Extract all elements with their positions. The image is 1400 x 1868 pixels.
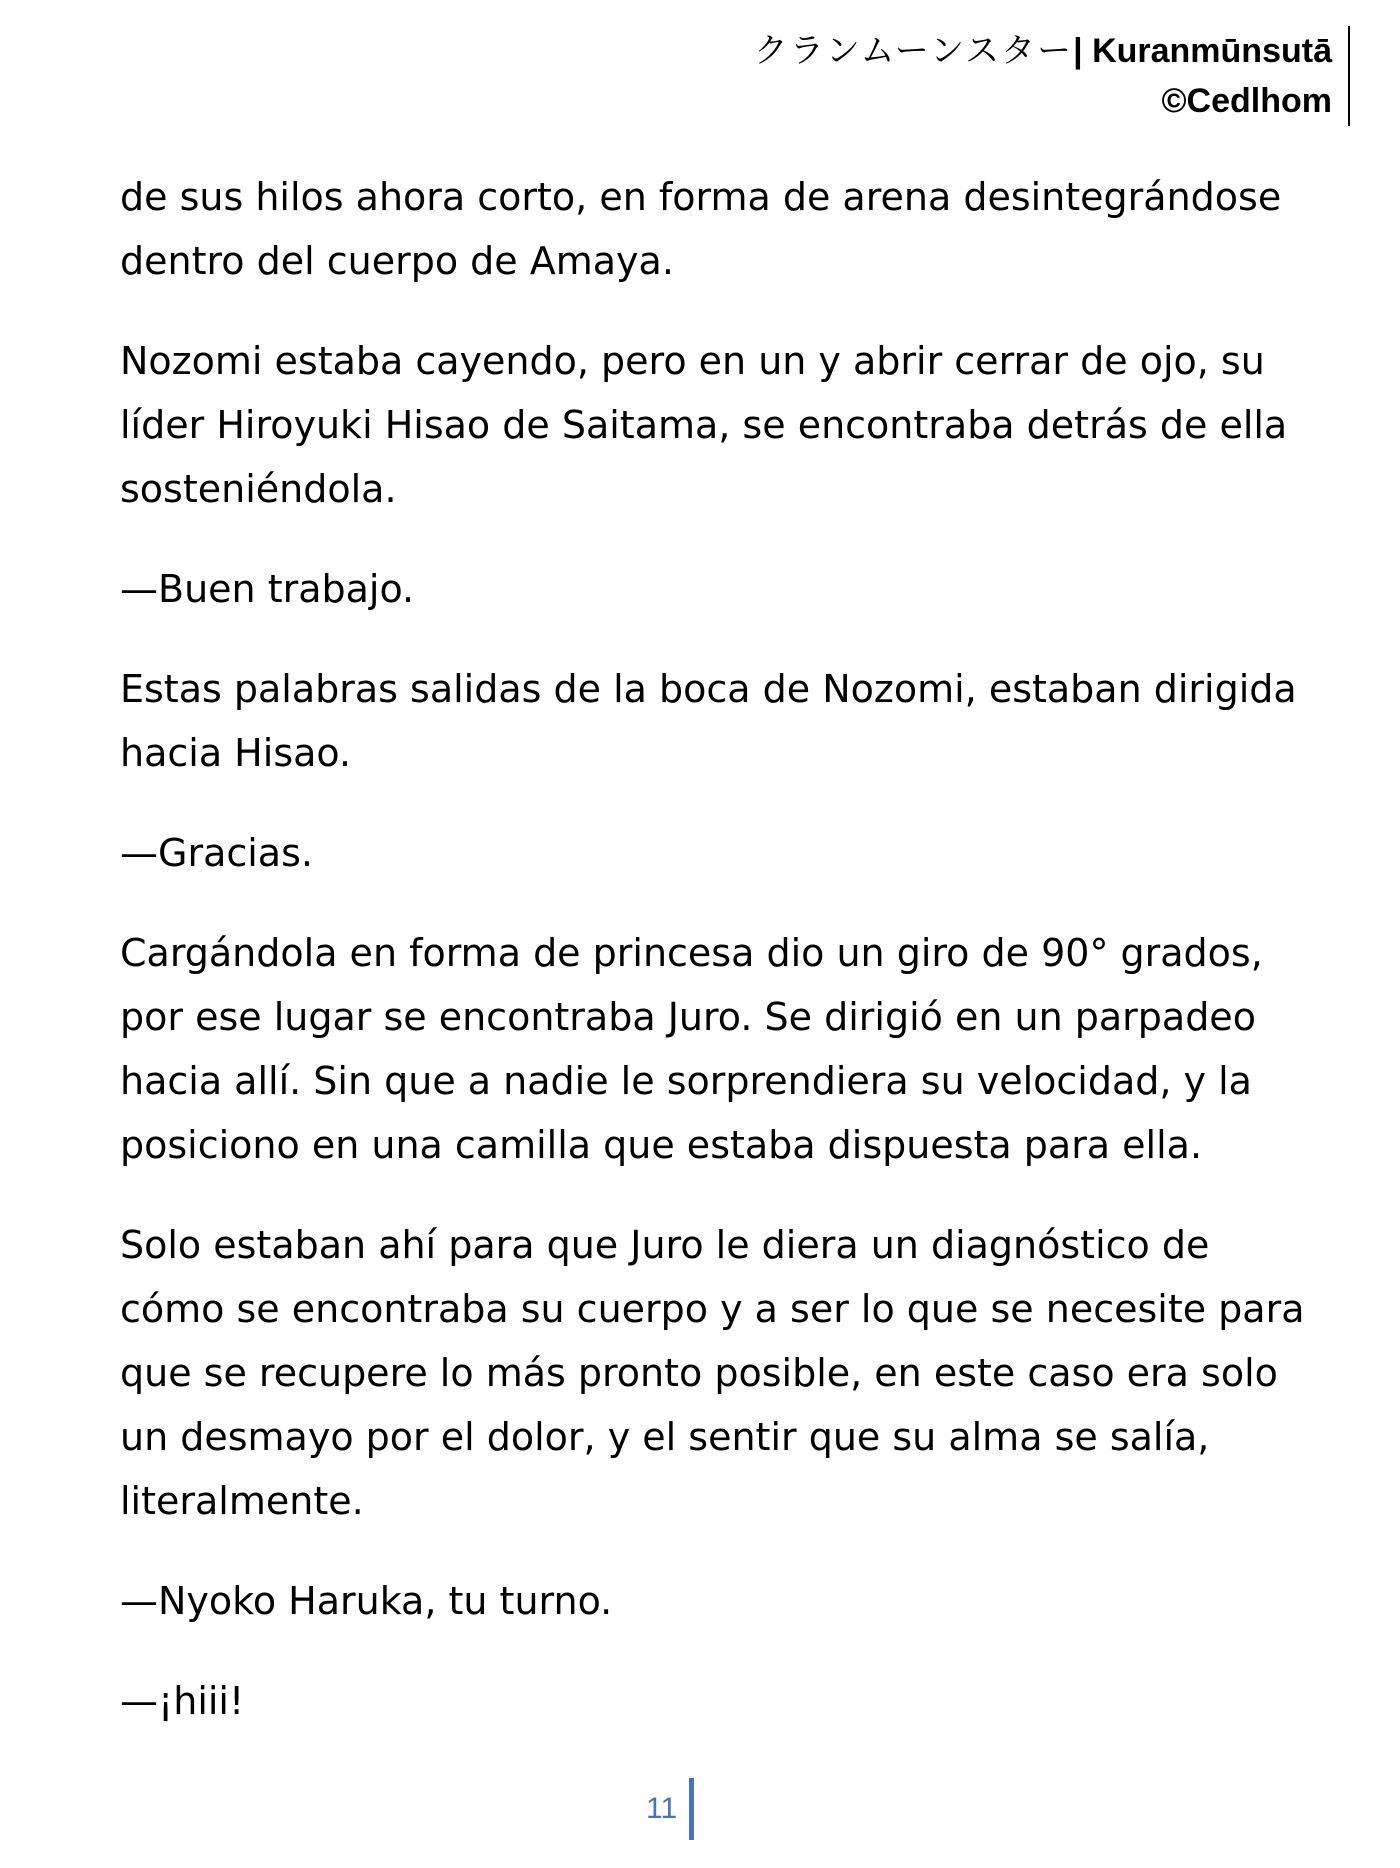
running-header: [754, 26, 1350, 126]
page-number: 11: [646, 1792, 678, 1825]
paragraph: Estas palabras salidas de la boca de Nozomi, estaban dirigida hacia Hisao.: [120, 667, 1297, 775]
paragraph: de sus hilos ahora corto, en forma de arena desintegrándose dentro del cuerpo de Amaya.: [120, 175, 1282, 283]
dialogue-line: —Nyoko Haruka, tu turno.: [120, 1579, 613, 1623]
dialogue-line: —Buen trabajo.: [120, 567, 415, 611]
header-separator: |: [1073, 32, 1083, 70]
series-title-romaji: Kuranmūnsutā: [1092, 32, 1332, 70]
body-text: [120, 165, 1320, 1769]
paragraph: Solo estaban ahí para que Juro le diera un diagnóstico de cómo se encontraba su cuerpo y a ser lo que se necesite para que se recupere lo más pronto posible, en este caso era solo un desmayo por el dolor, y el sentir que su alma se salía, literalmente.: [120, 1223, 1305, 1523]
paragraph: Cargándola en forma de princesa dio un giro de 90° grados, por ese lugar se encontraba Juro. Se dirigió en un parpadeo hacia allí. Sin que a nadie le sorprendiera su velocidad, y la posiciono en una camilla que estaba dispuesta para ella.: [120, 931, 1263, 1167]
page-footer: [646, 1778, 694, 1840]
dialogue-line: —¡hiii!: [120, 1679, 245, 1723]
header-title-line: [754, 26, 1332, 76]
page-number-bar: [689, 1778, 694, 1840]
series-title-japanese: クランムーンスター: [753, 31, 1074, 71]
paragraph: Nozomi estaba cayendo, pero en un y abrir cerrar de ojo, su líder Hiroyuki Hisao de Saitama, se encontraba detrás de ella sosteniéndola.: [120, 339, 1288, 511]
header-author: ©Cedlhom: [1161, 82, 1332, 120]
dialogue-line: —Gracias.: [120, 831, 313, 875]
